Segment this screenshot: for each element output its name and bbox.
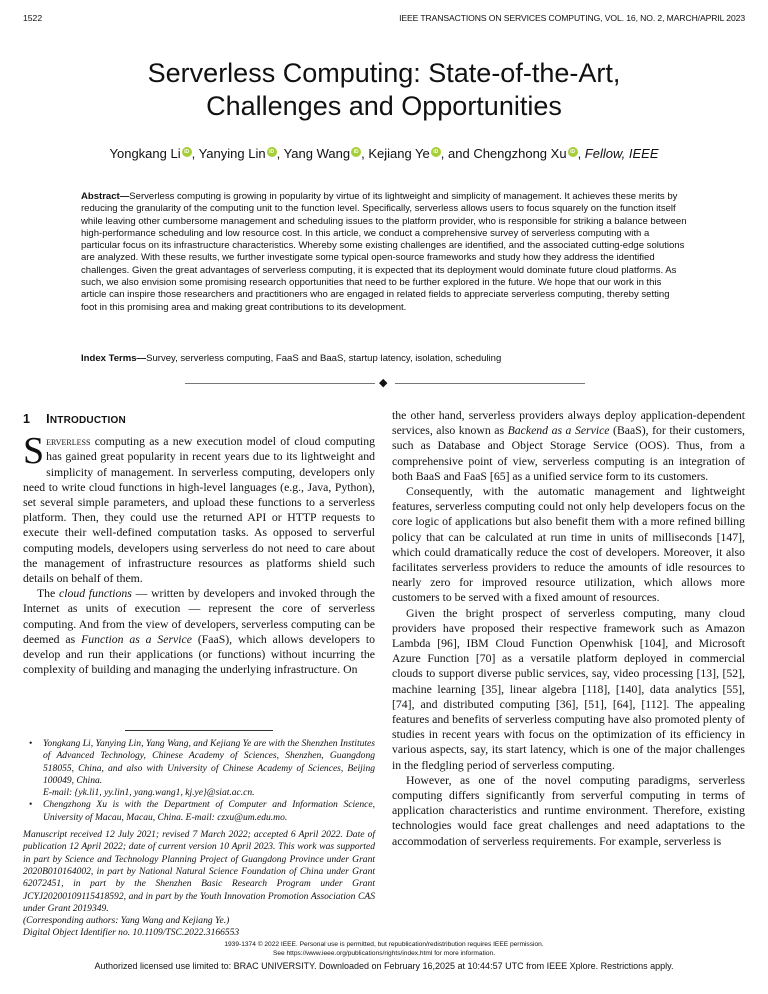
author-separator: , (276, 146, 284, 161)
drop-cap: S (23, 430, 45, 473)
paragraph: Consequently, with the automatic management and lightweight features, serverless computing could not only help developers focus on the core logic of applications but also benefit them with a more refined billing policy that can be calculated at run time in units of milliseconds [147], which could dramatically reduce the cost of developers. Moreover, it also facilitates serverless providers to reduce the amounts of idle resources to nearly zero for improved resource utilization, which allows more customers to be served with a fixed amount of resources. (392, 485, 745, 605)
doi-note[interactable]: Digital Object Identifier no. 10.1109/TSC.2022.3166553 (23, 927, 240, 939)
emphasis: Backend as a Service (507, 424, 610, 438)
emphasis: Function as a Service (81, 632, 192, 646)
paragraph (392, 408, 745, 484)
running-head (23, 13, 745, 25)
orcid-icon[interactable]: iD (182, 147, 192, 157)
divider-line-right (395, 383, 585, 384)
index-terms-label: Index Terms (81, 353, 137, 364)
paragraph (23, 430, 375, 586)
abstract-dash: — (119, 191, 130, 202)
bullet: • (29, 738, 33, 749)
orcid-icon[interactable]: iD (431, 147, 441, 157)
affiliation-text: Chengzhong Xu is with the Department of Computer and Information Science, University of Macau, Macau, China. E-mail: czxu@um.edu.mo. (43, 799, 375, 823)
orcid-icon[interactable]: iD (267, 147, 277, 157)
rights-link[interactable]: See https://www.ieee.org/publications/rights/index.html for more information. (272, 949, 496, 957)
diamond-icon: ◆ (379, 377, 388, 389)
author-name: Yongkang Li (109, 146, 181, 161)
title-line-2: Challenges and Opportunities (206, 91, 562, 121)
paragraph-text: The (37, 587, 59, 601)
index-terms (81, 353, 687, 364)
title-line-1: Serverless Computing: State-of-the-Art, (147, 58, 621, 88)
license-notice: Authorized licensed use limited to: BRAC UNIVERSITY. Downloaded on February 16,2025 at 10:44:57 UTC from IEEE Xplore. Restrictions apply. (94, 961, 674, 971)
paragraph-text: (BaaS), for their customers, such as Database and Object Storage Service (OOS). Thus, from a comprehensive point of view, serverless computing is an integration of both BaaS and FaaS [65] as a unified service form to its customers. (392, 424, 745, 483)
right-column (392, 408, 745, 849)
section-heading (23, 412, 375, 428)
paper-title (0, 57, 768, 123)
lead-smallcaps: erverless (46, 435, 91, 449)
emphasis: cloud functions (58, 587, 132, 601)
author-name: Kejiang Ye (368, 146, 430, 161)
divider-line-left (185, 383, 375, 384)
paragraph (23, 586, 375, 677)
author-separator: , (577, 146, 585, 161)
abstract (81, 191, 687, 314)
bullet: • (29, 799, 33, 811)
paragraph: However, as one of the novel computing paradigms, serverless computing differs significantly from serverful computing in terms of application characteristics and runtime environment. Therefore, existing technologies would face great challenges and need adaptations to the accommodation of serverless requirements. For example, serverless is (392, 773, 745, 848)
author-list (0, 146, 768, 161)
left-column (23, 412, 375, 677)
orcid-icon[interactable]: iD (351, 147, 361, 157)
section-divider (185, 379, 585, 389)
paragraph-text: the other hand, serverless providers always deploy application-dependent services, also known as (392, 409, 745, 438)
manuscript-note: Manuscript received 12 July 2021; revised 7 March 2022; accepted 6 April 2022. Date of publication 12 April 2022; date of current version 10 April 2023. This work was supported in part by Science and Technology Planning Project of Guangdong Province under Grant 2020B010164002, in part by National Natural Science Foundation of China under Grant 62072451, in part by the Shenzhen Basic Research Program under Grant JCYJ20200109115418592, and in part by the Youth Innovation Promotion Association CAS under Grant 2019349. (23, 829, 375, 914)
copyright-line: 1939-1374 © 2022 IEEE. Personal use is permitted, but republication/redistribution requires IEEE permission. (224, 941, 544, 948)
section-title-rest: NTRODUCTION (49, 415, 126, 426)
section-number: 1 (23, 412, 31, 426)
journal-name: IEEE TRANSACTIONS ON SERVICES COMPUTING, VOL. 16, NO. 2, MARCH/APRIL 2023 (399, 13, 745, 23)
affiliation-note (23, 738, 375, 799)
footnote-rule (125, 730, 273, 731)
author-separator: , (440, 146, 448, 161)
orcid-icon[interactable]: iD (568, 147, 578, 157)
email-text[interactable]: E-mail: {yk.li1, yy.lin1, yang.wang1, kj.ye}@siat.ac.cn. (43, 787, 255, 799)
index-terms-dash: — (136, 353, 147, 364)
author-separator: , (361, 146, 369, 161)
author-name: Yang Wang (283, 146, 351, 161)
affiliation-note (23, 799, 375, 824)
corresponding-note: (Corresponding authors: Yang Wang and Kejiang Ye.) (23, 915, 230, 927)
page-number: 1522 (23, 13, 43, 23)
author-name: Yanying Lin (198, 146, 266, 161)
author-and: and (448, 146, 474, 161)
affiliation-text: Yongkang Li, Yanying Lin, Yang Wang, and Kejiang Ye are with the Shenzhen Institutes of Advanced Technology, Chinese Academy of Sciences, Shenzhen, Guangdong 518055, China, and also with University of Chinese Academy of Sciences, Beijing 100049, China. (43, 738, 375, 786)
footnotes (23, 738, 375, 940)
paragraph-text: — written by developers and invoked through the Internet as units of execution — represent the core of serverless computing. And from the view of developers, serverless computing can be deemed as (23, 587, 375, 646)
section-title-initial: I (46, 412, 50, 426)
abstract-text: Serverless computing is growing in popularity by virtue of its lightweight and simplicity of management. It achieves these merits by reducing the granularity of the computing unit to the function level. Specifically, serverless allows users to focus squarely on the function itself while leaving other cumbersome management and scheduling issues to the platform provider, who is responsible for striking a balance between high-performance scheduling and low resource cost. In this article, we conduct a comprehensive survey of serverless computing with a particular focus on its infrastructure characteristics. Whereby some existing challenges are identified, and the associated cutting-edge solutions are analyzed. With these results, we further investigate some typical open-source frameworks and study how they address the identified challenges. Given the great advantages of serverless computing, it is expected that its deployment would dominate future cloud platforms. As such, we also envision some promising research opportunities that need to be further explored in the future. We hope that our work in this article can inspire those researchers and practitioners who are engaged in related fields to appreciate serverless computing, thereby setting foot in this promising area and making great contributions to its development. (81, 191, 687, 313)
author-separator: , (191, 146, 199, 161)
author-name: Chengzhong Xu (473, 146, 567, 161)
paragraph-text: computing as a new execution model of cloud computing has gained great popularity in recent years due to its lightweight and simplicity of management. In serverless computing, developers only need to write cloud functions in high-level languages (e.g., Java, Python), set several simple parameters, and upload these functions to a serverless platform. Then, they could use the returned API or HTTP requests to execute their well-defined computation tasks. As opposed to serverful computing models, developers using serverless do not need to care about the management of infrastructure resources as platforms shield such details on behalf of them. (23, 435, 375, 586)
paragraph-text: (FaaS), which allows developers to develop and run their applications (or functions) without incurring the complexity of building and managing the underlying infrastructure. On (23, 632, 375, 677)
copyright-notice (0, 941, 768, 958)
paragraph: Given the bright prospect of serverless computing, many cloud providers have proposed their respective framework such as Amazon Lambda [96], IBM Cloud Function Openwhisk [104], and Microsoft Azure Function [70] as a versatile platform deployed in commercial clouds to support diverse public services, say, video processing [13], [52], machine learning [35], linear algebra [118], [140], data analytics [55], [74], and distributed computing [36], [51], [64], [112]. The appealing features and benefits of serverless computing have also promoted plenty of studies in recent years with focus on the optimization of its efficiency in various aspects, say, its start latency, which is one of the major challenges in the fledgling period of serverless computing. (392, 606, 745, 772)
author-fellow-title: Fellow, IEEE (584, 146, 659, 161)
index-terms-text: Survey, serverless computing, FaaS and BaaS, startup latency, isolation, scheduling (146, 353, 502, 364)
abstract-label: Abstract (81, 191, 120, 202)
